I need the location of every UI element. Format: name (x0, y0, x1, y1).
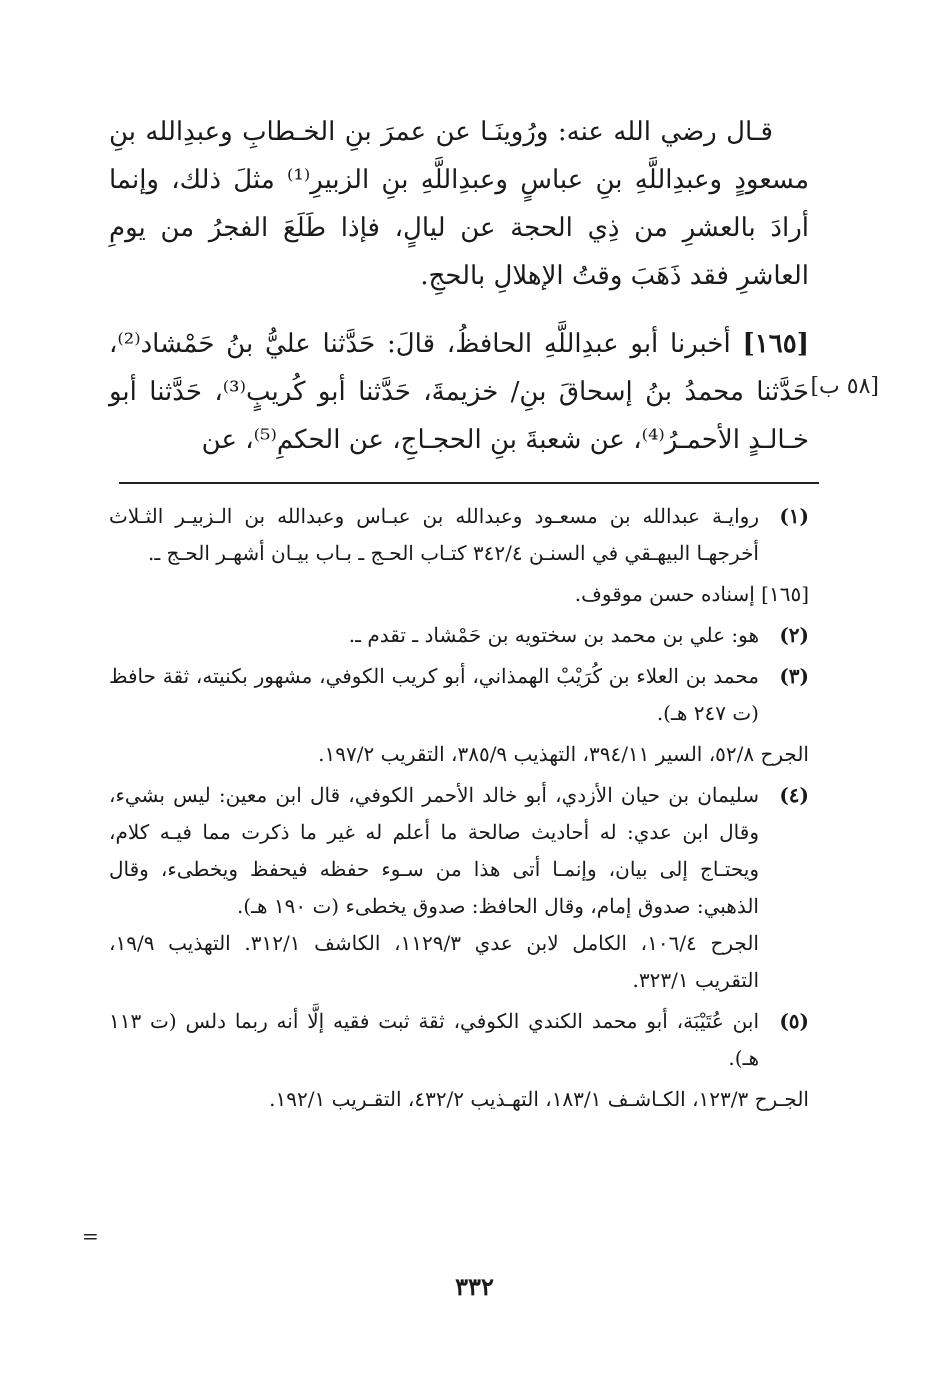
footnote-3-references: الجرح ٥٢/٨، السير ٣٩٤/١١، التهذيب ٣٨٥/٩، التقريب ١٩٧/٢. (318, 742, 809, 766)
footnote-body (109, 658, 759, 732)
page-number: ٣٣٢ (455, 1272, 494, 1301)
footnote-text: سليمان بن حيان الأزدي، أبو خالد الأحمر الكوفي، قال ابن معين: ليس بشيء، وقال ابن عدي: له أحاديث صالحة ما أعلم له غير ما ذكرت مما فيـه كلام، ويحتـاج إلى بيان، وإنمـا أتى هذا من سـوء حفظه فيحفظ ويخطىء، وقال الذهبي: صدوق إمام، وقال الحافظ: صدوق يخطىء (ت ١٩٠ هـ). (109, 783, 759, 918)
main-text (109, 108, 809, 464)
footnote-references: الجرح ١٠٦/٤، الكامل لابن عدي ١١٢٩/٣، الكاشف ٣١٢/١. التهذيب ١٩/٩، التقريب ٣٢٣/١. (109, 931, 759, 992)
hadith-text: أخبرنا أبو عبدِاللَّهِ الحافظُ، قالَ: حَدَّثنا عليُّ بنُ حَمْشاد⁽²⁾، حَدَّثنا محمدُ بنُ إسحاقَ بنِ/ خزيمةَ، حَدَّثنا أبو كُريبٍ⁽³⁾، حَدَّثنا أبو خـالـدٍ الأحمـرُ⁽⁴⁾، عن شعبةَ بنِ الحجـاجِ، عن الحكمِ⁽⁵⁾، عن (109, 329, 809, 455)
footnote-number: (١) (779, 504, 809, 528)
footnote-3 (109, 658, 809, 732)
hadith-number: [١٦٥] (742, 329, 810, 359)
footnote-text: هو: علي بن محمد بن سختويه بن حَمْشاد ـ تقدم ـ. (348, 623, 759, 647)
footnote-2 (109, 617, 809, 654)
footnote-text: روايـة عبدالله بن مسعـود وعبدالله بن عبـاس وعبدالله بن الـزبيـر الثـلاث أخرجهـا البيهـقي في السنـن ٣٤٢/٤ كتـاب الحـج ـ بـاب بيـان أشهـر الحـج ـ. (109, 504, 759, 565)
footnote-4 (109, 777, 809, 999)
footnote-text: محمد بن العلاء بن كُرَيْبْ الهمذاني، أبو كريب الكوفي، مشهور بكنيته، ثقة حافظ (ت ٢٤٧ هـ). (109, 664, 759, 725)
folio-mark: [٥٨ ب] (810, 374, 879, 399)
footnote-number: (٢) (779, 623, 809, 647)
footnote-5-references: الجـرح ١٢٣/٣، الكـاشـف ١٨٣/١، التهـذيب ٤٣٢/٢، التقـريب ١٩٢/١. (269, 1087, 809, 1111)
continuation-mark: = (82, 1224, 99, 1248)
footnote-separator (119, 482, 819, 484)
main-paragraph-2 (109, 320, 809, 464)
footnote-number: (٣) (779, 664, 809, 688)
hadith-grading-note: [١٦٥] إسناده حسن موقوف. (574, 582, 809, 606)
footnote-body (109, 777, 759, 999)
footnote-text: ابن عُتَيْبَة، أبو محمد الكندي الكوفي، ثقة ثبت فقيه إلَّا أنه ربما دلس (ت ١١٣ هـ). (109, 1009, 759, 1070)
footnote-5 (109, 1003, 809, 1077)
footnote-1 (109, 498, 809, 572)
footnote-number: (٤) (779, 783, 809, 807)
footnote-number: (٥) (779, 1009, 809, 1033)
footnotes (109, 498, 809, 1122)
main-paragraph-1: قـال رضي الله عنه: ورُوينَـا عن عمرَ بنِ الخـطابِ وعبدِالله بنِ مسعودٍ وعبدِاللَّهِ بنِ عباسٍ وعبدِاللَّهِ بنِ الزبيرِ⁽¹⁾ مثلَ ذلك، وإنما أرادَ بالعشرِ من ذِي الحجة عن ليالٍ، فإذا طَلَعَ الفجرُ من يومِ العاشرِ فقد ذَهَبَ وقتُ الإهلالِ بالحجِ. (109, 117, 810, 291)
